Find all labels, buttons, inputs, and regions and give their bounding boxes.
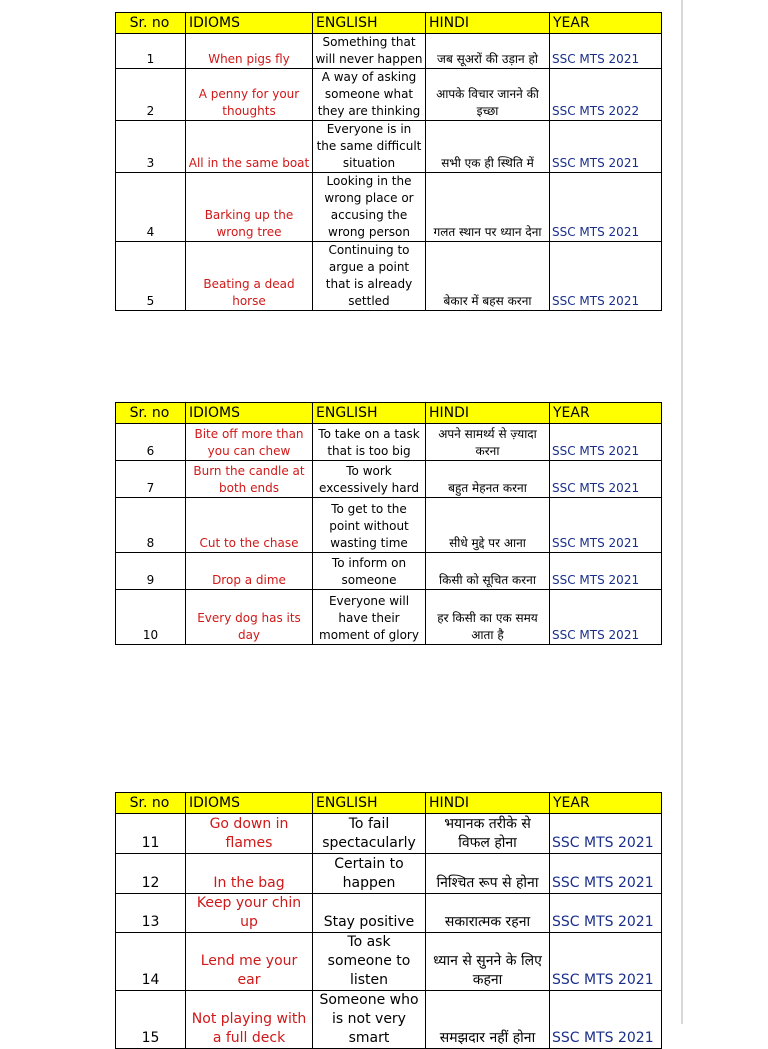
table-header-row: [116, 793, 662, 814]
table-row: [116, 173, 662, 242]
cell-year: SSC MTS 2021: [550, 894, 662, 933]
cell-idiom: Cut to the chase: [186, 498, 313, 553]
cell-idiom: A penny for your thoughts: [186, 69, 313, 121]
page-edge-divider: [681, 0, 683, 1024]
cell-english: To get to the point without wasting time: [313, 498, 426, 553]
cell-english: A way of asking someone what they are thinking: [313, 69, 426, 121]
cell-year: SSC MTS 2021: [550, 854, 662, 894]
cell-idiom: Drop a dime: [186, 553, 313, 590]
cell-year: SSC MTS 2021: [550, 991, 662, 1049]
cell-hindi: बेकार में बहस करना: [426, 242, 550, 311]
table-row: [116, 242, 662, 311]
cell-hindi: सीधे मुद्दे पर आना: [426, 498, 550, 553]
cell-english: To inform on someone: [313, 553, 426, 590]
table-header-row: [116, 403, 662, 424]
cell-english: To ask someone to listen: [313, 933, 426, 991]
cell-english: To take on a task that is too big: [313, 424, 426, 461]
cell-hindi: हर किसी का एक समय आता है: [426, 590, 550, 645]
table-row: [116, 814, 662, 854]
table-row: [116, 854, 662, 894]
cell-idiom: Bite off more than you can chew: [186, 424, 313, 461]
cell-sr-no: 13: [116, 894, 186, 933]
cell-year: SSC MTS 2021: [550, 553, 662, 590]
header-english: ENGLISH: [313, 793, 426, 814]
cell-year: SSC MTS 2021: [550, 242, 662, 311]
cell-idiom: In the bag: [186, 854, 313, 894]
header-year: YEAR: [550, 793, 662, 814]
cell-sr-no: 9: [116, 553, 186, 590]
table-row: [116, 933, 662, 991]
cell-sr-no: 8: [116, 498, 186, 553]
cell-english: Everyone is in the same difficult situation: [313, 121, 426, 173]
cell-sr-no: 10: [116, 590, 186, 645]
header-english: ENGLISH: [313, 13, 426, 34]
header-hindi: HINDI: [426, 13, 550, 34]
cell-hindi: अपने सामर्थ्य से ज़्यादा करना: [426, 424, 550, 461]
header-hindi: HINDI: [426, 403, 550, 424]
cell-english: Certain to happen: [313, 854, 426, 894]
cell-hindi: आपके विचार जानने की इच्छा: [426, 69, 550, 121]
cell-idiom: Keep your chin up: [186, 894, 313, 933]
cell-sr-no: 6: [116, 424, 186, 461]
cell-year: SSC MTS 2021: [550, 461, 662, 498]
cell-sr-no: 15: [116, 991, 186, 1049]
cell-sr-no: 11: [116, 814, 186, 854]
cell-sr-no: 4: [116, 173, 186, 242]
cell-year: SSC MTS 2021: [550, 814, 662, 854]
header-hindi: HINDI: [426, 793, 550, 814]
cell-sr-no: 5: [116, 242, 186, 311]
table-row: [116, 461, 662, 498]
cell-year: SSC MTS 2021: [550, 424, 662, 461]
header-sr-no: Sr. no: [116, 403, 186, 424]
cell-year: SSC MTS 2021: [550, 498, 662, 553]
idioms-table-1: [115, 12, 662, 311]
idioms-table-2: [115, 402, 662, 645]
cell-idiom: Go down in flames: [186, 814, 313, 854]
cell-idiom: Beating a dead horse: [186, 242, 313, 311]
cell-idiom: Lend me your ear: [186, 933, 313, 991]
cell-year: SSC MTS 2021: [550, 590, 662, 645]
cell-hindi: गलत स्थान पर ध्यान देना: [426, 173, 550, 242]
table-row: [116, 424, 662, 461]
cell-idiom: When pigs fly: [186, 34, 313, 69]
cell-hindi: सभी एक ही स्थिति में: [426, 121, 550, 173]
cell-year: SSC MTS 2022: [550, 69, 662, 121]
cell-english: Looking in the wrong place or accusing the wrong person: [313, 173, 426, 242]
cell-idiom: All in the same boat: [186, 121, 313, 173]
cell-hindi: निश्चित रूप से होना: [426, 854, 550, 894]
table-row: [116, 991, 662, 1049]
cell-year: SSC MTS 2021: [550, 34, 662, 69]
idioms-table-3: [115, 792, 662, 1049]
cell-hindi: जब सूअरों की उड़ान हो: [426, 34, 550, 69]
cell-english: Continuing to argue a point that is already settled: [313, 242, 426, 311]
cell-idiom: Every dog has its day: [186, 590, 313, 645]
cell-english: To work excessively hard: [313, 461, 426, 498]
cell-english: Everyone will have their moment of glory: [313, 590, 426, 645]
cell-sr-no: 1: [116, 34, 186, 69]
cell-year: SSC MTS 2021: [550, 173, 662, 242]
cell-english: Stay positive: [313, 894, 426, 933]
header-idioms: IDIOMS: [186, 403, 313, 424]
table-row: [116, 34, 662, 69]
cell-sr-no: 12: [116, 854, 186, 894]
header-sr-no: Sr. no: [116, 13, 186, 34]
table-row: [116, 121, 662, 173]
header-year: YEAR: [550, 403, 662, 424]
table-row: [116, 894, 662, 933]
table-row: [116, 69, 662, 121]
header-sr-no: Sr. no: [116, 793, 186, 814]
cell-idiom: Barking up the wrong tree: [186, 173, 313, 242]
table-row: [116, 498, 662, 553]
cell-idiom: Burn the candle at both ends: [186, 461, 313, 498]
header-english: ENGLISH: [313, 403, 426, 424]
cell-hindi: सकारात्मक रहना: [426, 894, 550, 933]
header-year: YEAR: [550, 13, 662, 34]
cell-year: SSC MTS 2021: [550, 121, 662, 173]
table-row: [116, 553, 662, 590]
table-header-row: [116, 13, 662, 34]
header-idioms: IDIOMS: [186, 13, 313, 34]
header-idioms: IDIOMS: [186, 793, 313, 814]
cell-sr-no: 14: [116, 933, 186, 991]
table-row: [116, 590, 662, 645]
cell-hindi: ध्यान से सुनने के लिए कहना: [426, 933, 550, 991]
cell-english: Someone who is not very smart: [313, 991, 426, 1049]
cell-english: To fail spectacularly: [313, 814, 426, 854]
cell-english: Something that will never happen: [313, 34, 426, 69]
cell-hindi: बहुत मेहनत करना: [426, 461, 550, 498]
cell-sr-no: 2: [116, 69, 186, 121]
cell-hindi: भयानक तरीके से विफल होना: [426, 814, 550, 854]
cell-sr-no: 7: [116, 461, 186, 498]
cell-sr-no: 3: [116, 121, 186, 173]
cell-hindi: किसी को सूचित करना: [426, 553, 550, 590]
cell-hindi: समझदार नहीं होना: [426, 991, 550, 1049]
cell-year: SSC MTS 2021: [550, 933, 662, 991]
cell-idiom: Not playing with a full deck: [186, 991, 313, 1049]
